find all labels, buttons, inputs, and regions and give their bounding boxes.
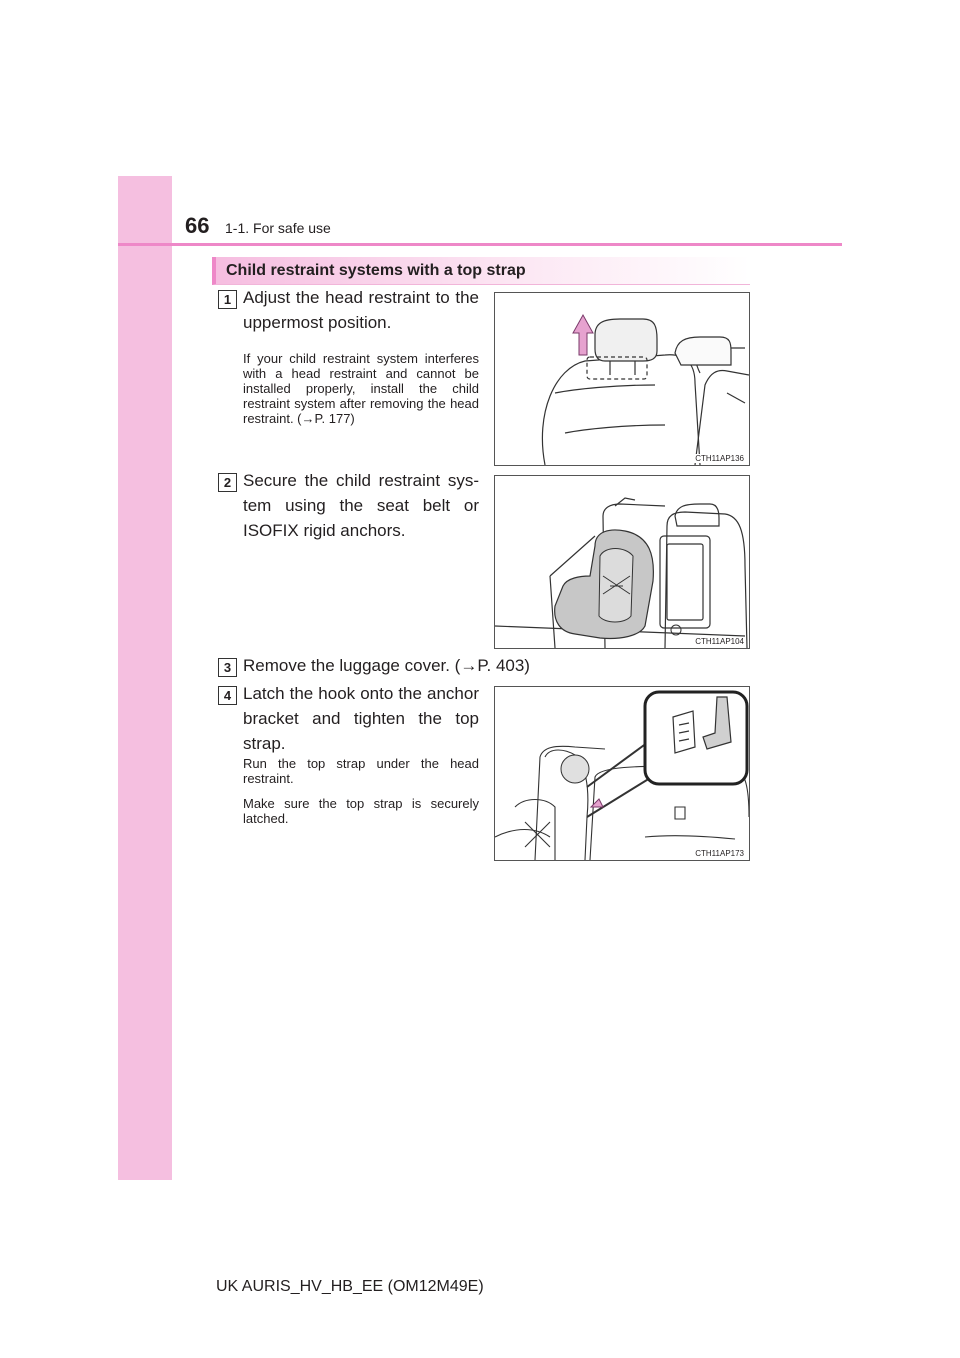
step-2-number: 2 xyxy=(218,473,237,492)
child-seat-illustration xyxy=(495,476,749,648)
page-number: 66 xyxy=(185,213,210,238)
footer-model-code: UK AURIS_HV_HB_EE (OM12M49E) xyxy=(216,1278,484,1295)
figure-2-code: CTH11AP104 xyxy=(695,637,744,646)
step-4-number: 4 xyxy=(218,686,237,705)
section-heading xyxy=(212,257,750,285)
step-4-note-2: Make sure the top strap is securely latched. xyxy=(243,796,479,826)
side-color-band xyxy=(118,176,172,1180)
head-restraint-illustration xyxy=(495,293,749,465)
step-1-number: 1 xyxy=(218,290,237,309)
figure-child-seat xyxy=(494,475,750,649)
section-title-text: Child restraint systems with a top strap xyxy=(226,262,526,279)
step-1-text: Adjust the head restraint to the uppermost position. xyxy=(243,288,479,332)
figure-4-code: CTH11AP173 xyxy=(695,849,744,858)
step-2-text: Secure the child restraint sys-tem using the seat belt or ISOFIX rigid anchors. xyxy=(243,471,479,540)
figure-top-strap xyxy=(494,686,750,861)
figure-1-code: CTH11AP136 xyxy=(695,454,744,463)
breadcrumb: 1-1. For safe use xyxy=(225,220,331,236)
header-rule xyxy=(118,243,842,246)
step-3-number: 3 xyxy=(218,658,237,677)
step-3-text: Remove the luggage cover. (→P. 403) xyxy=(243,656,530,675)
step-4-text: Latch the hook onto the anchor bracket and tighten the top strap. xyxy=(243,684,479,753)
step-4-note-1: Run the top strap under the head restraint. xyxy=(243,756,479,786)
step-1-note: If your child restraint system interferes with a head restraint and cannot be installed properly, install the child restraint system after removing the head restraint. (→P. 177) xyxy=(243,351,479,426)
top-strap-illustration xyxy=(495,687,749,860)
figure-head-restraint xyxy=(494,292,750,466)
